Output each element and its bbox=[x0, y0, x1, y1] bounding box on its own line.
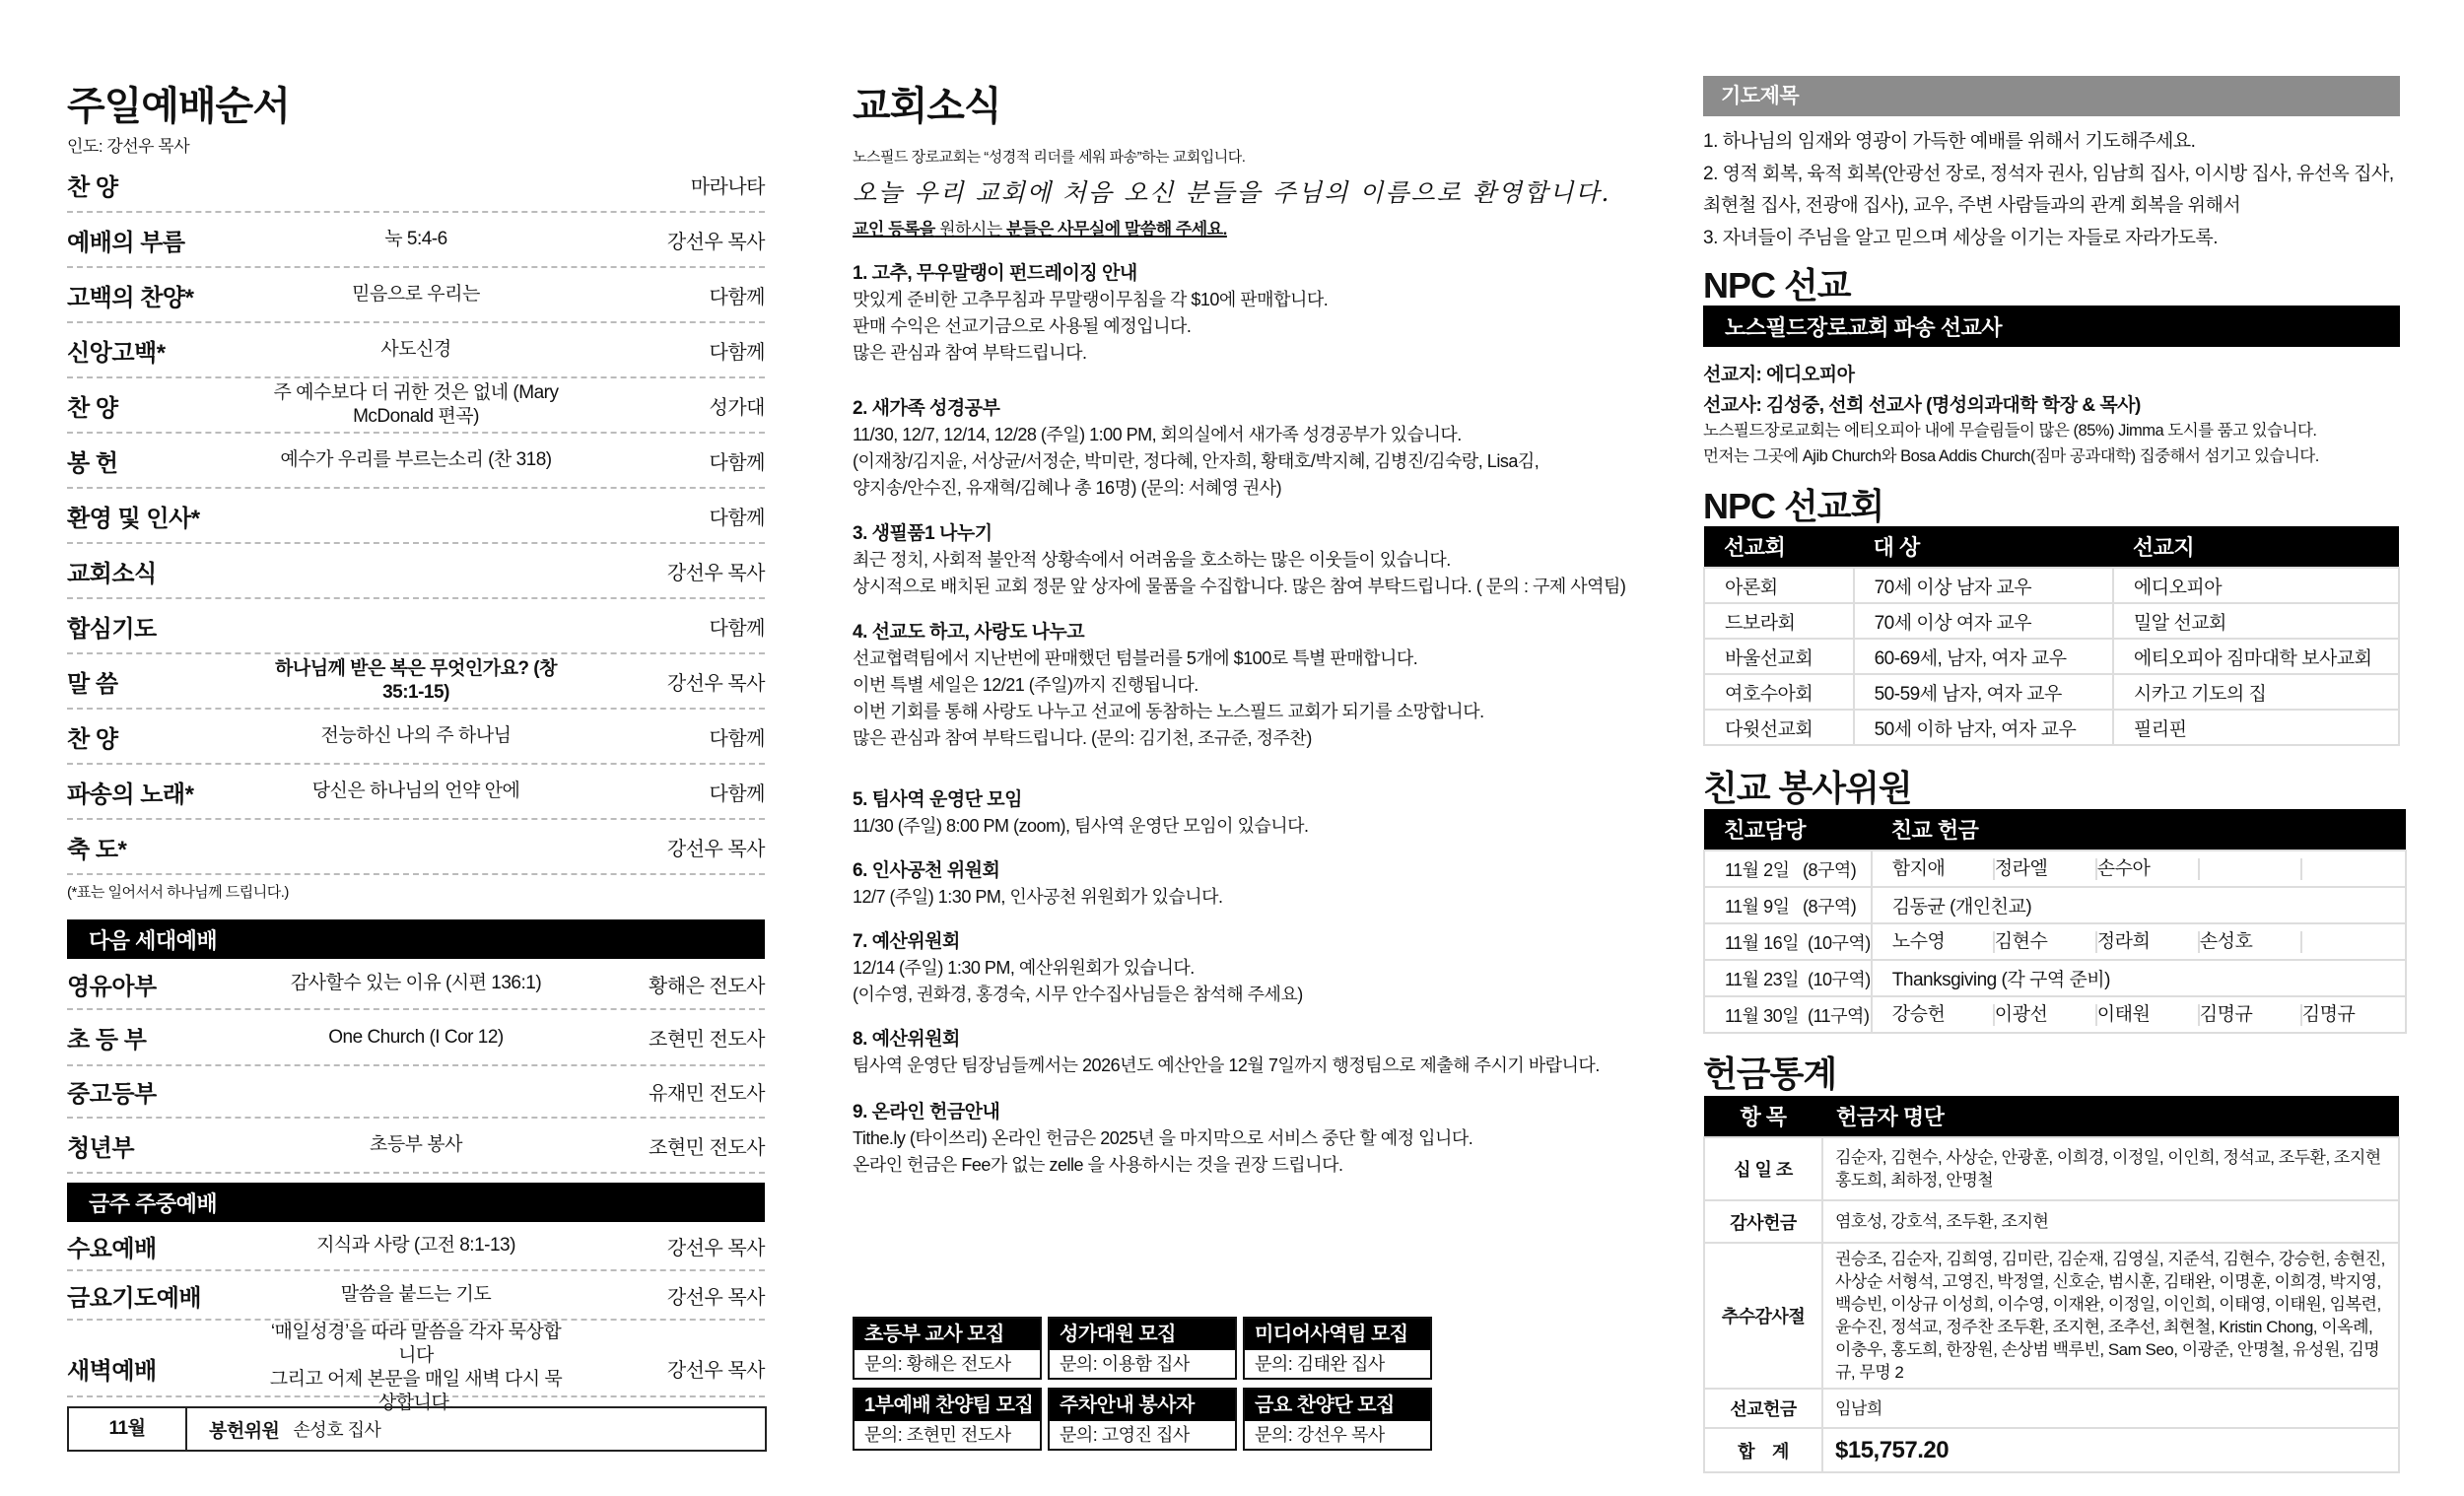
mission-desc-line: 노스필드장로교회는 에티오피아 내에 무슬림들이 많은 (85%) Jimma 도시를 품고 있습니다. bbox=[1703, 422, 2317, 440]
service-label: 금요기도예배 bbox=[67, 1284, 202, 1312]
service-leader: 다함께 bbox=[709, 617, 765, 640]
table-row bbox=[1704, 1137, 2399, 1200]
news-section-line: 선교협력팀에서 지난번에 판매했던 텀블러를 5개에 $100로 특별 판매합니다. bbox=[853, 648, 1418, 668]
mission-title: NPC 선교 bbox=[1703, 265, 1851, 306]
service-row bbox=[67, 489, 765, 544]
table-row bbox=[1704, 674, 2399, 710]
fellowship-date: 11월 2일 (8구역) bbox=[1704, 850, 1872, 887]
news-section-line: 양지송/안수진, 유재혁/김혜나 총 16명) (문의: 서혜영 권사) bbox=[853, 478, 1282, 498]
service-label: 새벽예배 bbox=[67, 1357, 157, 1385]
prayer-item: 2. 영적 회복, 육적 회복(안광선 장로, 정석자 권사, 임남희 집사, 이시방 집사, 유선옥 집사, bbox=[1703, 163, 2394, 184]
news-section bbox=[853, 857, 1636, 911]
register-notice bbox=[853, 215, 1227, 239]
service-label: 합심기도 bbox=[67, 615, 157, 643]
service-content: 초등부 봉사 bbox=[369, 1134, 463, 1155]
fellowship-name: 함지애 bbox=[1892, 858, 1995, 880]
news-section-heading: 4. 선교도 하고, 사랑도 나누고 bbox=[853, 622, 1085, 643]
service-label: 파송의 노래* bbox=[67, 781, 194, 808]
welcome-handwritten: 오늘 우리 교회에 처음 오신 분들을 주님의 이름으로 환영합니다. bbox=[853, 178, 1611, 207]
table-header: 헌금자 명단 bbox=[1822, 1096, 2399, 1137]
standing-note: (*표는 일어서서 하나님께 드립니다.) bbox=[67, 884, 289, 901]
news-section-line: 많은 관심과 참여 부탁드립니다. bbox=[853, 343, 1087, 363]
table-cell: 아론회 bbox=[1704, 568, 1854, 603]
offering-item: 감사헌금 bbox=[1704, 1200, 1822, 1243]
committee-name: 손성호 집사 bbox=[293, 1420, 381, 1440]
missionary: 선교사: 김성중, 선희 선교사 (명성의과대학 학장 & 목사) bbox=[1703, 395, 2141, 416]
news-section bbox=[853, 928, 1636, 1008]
service-leader: 다함께 bbox=[709, 782, 765, 805]
service-label: 신앙고백* bbox=[67, 339, 166, 367]
fellowship-note: Thanksgiving (각 구역 준비) bbox=[1872, 960, 2406, 996]
table-cell: 70세 이상 남자 교우 bbox=[1854, 568, 2113, 603]
service-label: 청년부 bbox=[67, 1134, 135, 1162]
fellowship-names bbox=[1872, 923, 2406, 960]
service-content: 사도신경 bbox=[380, 339, 451, 360]
news-section bbox=[853, 260, 1636, 367]
service-content: 전능하신 나의 주 하나님 bbox=[320, 725, 512, 746]
fellowship-date: 11월 23일 (10구역) bbox=[1704, 960, 1872, 996]
service-label: 찬 양 bbox=[67, 394, 118, 422]
news-section-line: 11/30, 12/7, 12/14, 12/28 (주일) 1:00 PM, 회의실에서 새가족 성경공부가 있습니다. bbox=[853, 425, 1462, 444]
table-cell: 60-69세, 남자, 여자 교우 bbox=[1854, 639, 2113, 674]
prayer-item: 1. 하나님의 임재와 영광이 가득한 예배를 위해서 기도해주세요. bbox=[1703, 131, 2196, 152]
register-bold-1: 교인 등록을 bbox=[853, 220, 935, 238]
news-section bbox=[853, 1099, 1636, 1179]
offering-stats-title: 헌금통계 bbox=[1703, 1054, 1837, 1094]
service-content: 지식과 사랑 (고전 8:1-13) bbox=[316, 1235, 515, 1256]
table-row bbox=[1704, 568, 2399, 603]
service-leader: 조현민 전도사 bbox=[649, 1136, 765, 1159]
prayer-item: 3. 자녀들이 주님을 알고 믿으며 세상을 이기는 자들로 자라가도록. bbox=[1703, 227, 2219, 248]
service-content: ‘매일성경’을 따라 말씀을 각자 묵상합니다 그리고 어제 본문을 매일 새벽 다시 묵상합니다. bbox=[269, 1322, 563, 1413]
service-leader: 강선우 목사 bbox=[666, 231, 765, 253]
fellowship-title: 친교 봉사위원 bbox=[1703, 768, 1912, 808]
fellowship-name: 이태원 bbox=[2097, 1004, 2200, 1026]
service-content: 주 예수보다 더 귀한 것은 없네 (Mary McDonald 편곡) bbox=[273, 382, 559, 427]
fellowship-name: 김현수 bbox=[1995, 931, 2097, 953]
service-row bbox=[67, 1010, 765, 1066]
table-cell: 밀알 선교회 bbox=[2113, 603, 2399, 639]
service-row bbox=[67, 378, 765, 434]
service-leader: 다함께 bbox=[709, 507, 765, 529]
worship-title: 주일예배순서 bbox=[67, 85, 290, 128]
table-cell: 시카고 기도의 집 bbox=[2113, 674, 2399, 710]
service-leader: 유재민 전도사 bbox=[649, 1083, 765, 1105]
table-cell: 다윗선교회 bbox=[1704, 710, 1854, 745]
table-row bbox=[1704, 639, 2399, 674]
table-header-row bbox=[1704, 526, 2399, 568]
service-content: 눅 5:4-6 bbox=[384, 229, 447, 249]
news-section-line: (이재창/김지윤, 서상균/서정순, 박미란, 정다혜, 안자희, 황태호/박지혜, 김병진/김숙랑, Lisa김, bbox=[853, 451, 1540, 471]
news-section-line: (이수영, 권화경, 홍경숙, 시무 안수집사님들은 참석해 주세요) bbox=[853, 985, 1303, 1004]
fellowship-name: 김명규 bbox=[2301, 1003, 2356, 1025]
recruit-contact: 문의: 김태완 집사 bbox=[1255, 1354, 1385, 1374]
recruit-box bbox=[1048, 1317, 1237, 1380]
service-leader: 다함께 bbox=[709, 286, 765, 308]
service-label: 영유아부 bbox=[67, 973, 157, 1000]
recruit-title: 초등부 교사 모집 bbox=[855, 1319, 1040, 1350]
table-header: 항 목 bbox=[1704, 1096, 1822, 1137]
offering-item: 십 일 조 bbox=[1704, 1137, 1822, 1200]
service-row bbox=[67, 268, 765, 323]
recruit-title: 성가대원 모집 bbox=[1050, 1319, 1235, 1350]
mission-groups-table bbox=[1703, 526, 2400, 746]
worship-order-list bbox=[67, 158, 765, 875]
prayer-header: 기도제목 bbox=[1703, 76, 2400, 116]
committee-month: 11월 bbox=[69, 1408, 187, 1450]
news-section bbox=[853, 619, 1636, 752]
recruit-box bbox=[1048, 1388, 1237, 1451]
prayer-list bbox=[1703, 126, 2394, 254]
news-section-line: 상시적으로 배치된 교회 정문 앞 상자에 물품을 수집합니다. 많은 참여 부탁드립니다. ( 문의 : 구제 사역팀) bbox=[853, 577, 1626, 596]
service-leader: 강선우 목사 bbox=[666, 1286, 765, 1309]
table-row bbox=[1704, 1389, 2399, 1428]
table-header-row bbox=[1704, 1096, 2399, 1137]
news-section-line: 최근 정치, 사회적 불안적 상황속에서 어려움을 호소하는 많은 이웃들이 있습니다. bbox=[853, 550, 1451, 570]
committee-label: 봉헌위원 bbox=[209, 1420, 280, 1442]
service-leader: 마라나타 bbox=[690, 175, 765, 198]
service-label: 수요예배 bbox=[67, 1235, 157, 1262]
mission-desc bbox=[1703, 418, 2319, 469]
news-section-heading: 1. 고추, 무우말랭이 펀드레이징 안내 bbox=[853, 263, 1137, 284]
mission-bar: 노스필드장로교회 파송 선교사 bbox=[1703, 306, 2400, 347]
news-intro: 노스필드 장로교회는 “성경적 리더를 세워 파송”하는 교회입니다. bbox=[853, 149, 1246, 166]
fellowship-date: 11월 30일 (11구역) bbox=[1704, 996, 1872, 1033]
name-slots bbox=[1892, 925, 2405, 959]
table-row bbox=[1704, 960, 2406, 996]
recruit-contact: 문의: 이용함 집사 bbox=[1060, 1354, 1190, 1374]
news-section-heading: 7. 예산위원회 bbox=[853, 931, 960, 952]
service-leader: 다함께 bbox=[709, 727, 765, 750]
news-section-heading: 5. 팀사역 운영단 모임 bbox=[853, 789, 1023, 810]
service-leader: 다함께 bbox=[709, 451, 765, 474]
fellowship-name bbox=[2200, 858, 2302, 880]
table-row bbox=[1704, 850, 2406, 887]
service-row bbox=[67, 654, 765, 710]
table-cell: 70세 이상 여자 교우 bbox=[1854, 603, 2113, 639]
service-leader: 강선우 목사 bbox=[666, 672, 765, 695]
news-section-heading: 6. 인사공천 위원회 bbox=[853, 860, 1000, 881]
weekday-list bbox=[67, 1222, 765, 1413]
service-row bbox=[67, 213, 765, 268]
table-cell: 에티오피아 짐마대학 보사교회 bbox=[2113, 639, 2399, 674]
service-label: 예배의 부름 bbox=[67, 229, 185, 256]
service-label: 찬 양 bbox=[67, 725, 118, 753]
service-row bbox=[67, 1119, 765, 1174]
service-label: 고백의 찬양* bbox=[67, 284, 194, 311]
service-row bbox=[67, 959, 765, 1010]
total-row bbox=[1704, 1428, 2399, 1472]
table-header-row bbox=[1704, 809, 2406, 850]
recruit-box bbox=[853, 1388, 1042, 1451]
news-section-heading: 9. 온라인 헌금안내 bbox=[853, 1102, 1000, 1122]
service-row bbox=[67, 1321, 765, 1413]
service-row bbox=[67, 765, 765, 820]
table-cell: 50세 이하 남자, 여자 교우 bbox=[1854, 710, 2113, 745]
service-label: 축 도* bbox=[67, 836, 127, 863]
mission-desc-line: 먼저는 그곳에 Ajib Church와 Bosa Addis Church(짐마 공과대학) 집중해서 섬기고 있습니다. bbox=[1703, 447, 2319, 465]
service-content: 예수가 우리를 부르는소리 (찬 318) bbox=[280, 449, 552, 470]
service-label: 말 씀 bbox=[67, 670, 118, 698]
service-content: One Church (I Cor 12) bbox=[328, 1026, 504, 1048]
news-section bbox=[853, 395, 1636, 502]
service-leader: 다함께 bbox=[709, 341, 765, 364]
offering-names: 김순자, 김현수, 사상순, 안광훈, 이희경, 이정일, 이인희, 정석교, 조두환, 조지현 홍도희, 최하정, 안명철 bbox=[1822, 1137, 2399, 1200]
offering-committee-box bbox=[67, 1406, 767, 1452]
worship-leader: 인도: 강선우 목사 bbox=[67, 137, 190, 156]
service-label: 봉 헌 bbox=[67, 449, 118, 477]
next-gen-header: 다음 세대예배 bbox=[67, 919, 765, 959]
weekday-header: 금주 주중예배 bbox=[67, 1183, 765, 1222]
news-section-line: 12/7 (주일) 1:30 PM, 인사공천 위원회가 있습니다. bbox=[853, 887, 1223, 907]
recruit-box bbox=[1243, 1388, 1432, 1451]
fellowship-table bbox=[1703, 809, 2407, 1034]
table-header: 친교 헌금 bbox=[1872, 809, 2406, 850]
fellowship-name bbox=[2302, 931, 2405, 953]
offering-names: 권승조, 김순자, 김희영, 김미란, 김순재, 김영실, 지준석, 김현수, 강승헌, 송현진, 사상순 서형석, 고영진, 박정열, 신호순, 범시훈, 김태완, 이명훈, 이희경, 박지영, 백승빈, 이상규 이성희, 이수영, 이재완, 이정일, 이인희, 이태영, 이태원, 임복련, 윤수진, 정석교, 정주찬 조두환, 조지현, 조추선, 최현철, Kristin Chong, 이옥례, 이충우, 홍도희, 한장원, 손상범 백루빈, Sam Seo, 이광준, 안명철, 유성원, 김명규, 무명 2 bbox=[1822, 1243, 2399, 1389]
table-header: 대 상 bbox=[1854, 526, 2113, 568]
offering-names: 임남희 bbox=[1822, 1389, 2399, 1428]
fellowship-name bbox=[2302, 858, 2405, 880]
service-row bbox=[67, 434, 765, 489]
recruit-contact: 문의: 고영진 집사 bbox=[1060, 1425, 1190, 1445]
recruit-contact: 문의: 강선우 목사 bbox=[1255, 1425, 1385, 1445]
service-label: 환영 및 인사* bbox=[67, 505, 200, 532]
fellowship-name: 정라엘 bbox=[1995, 858, 2097, 880]
total-label: 합 계 bbox=[1704, 1428, 1822, 1472]
offering-item: 추수감사절 bbox=[1704, 1243, 1822, 1389]
register-bold-2: 분들은 사무실에 말씀해 주세요. bbox=[1005, 220, 1227, 238]
table-header: 친교담당 bbox=[1704, 809, 1872, 850]
service-label: 찬 양 bbox=[67, 173, 118, 201]
table-cell: 필리핀 bbox=[2113, 710, 2399, 745]
table-row bbox=[1704, 710, 2399, 745]
recruit-contact: 문의: 조현민 전도사 bbox=[864, 1425, 1011, 1445]
news-section bbox=[853, 520, 1636, 600]
fellowship-name: 손성호 bbox=[2200, 931, 2302, 953]
service-row bbox=[67, 158, 765, 213]
offering-names: 염호성, 강호석, 조두환, 조지현 bbox=[1822, 1200, 2399, 1243]
service-leader: 강선우 목사 bbox=[666, 562, 765, 584]
service-leader: 강선우 목사 bbox=[666, 1359, 765, 1382]
news-section-line: 12/14 (주일) 1:30 PM, 예산위원회가 있습니다. bbox=[853, 958, 1195, 978]
fellowship-name: 정라희 bbox=[2097, 931, 2200, 953]
table-cell: 바울선교회 bbox=[1704, 639, 1854, 674]
service-content: 당신은 하나님의 언약 안에 bbox=[311, 781, 520, 801]
news-section-heading: 3. 생필품1 나누기 bbox=[853, 523, 992, 544]
service-row bbox=[67, 1271, 765, 1321]
fellowship-date: 11월 16일 (10구역) bbox=[1704, 923, 1872, 960]
service-row bbox=[67, 323, 765, 378]
table-cell: 50-59세 남자, 여자 교우 bbox=[1854, 674, 2113, 710]
service-row bbox=[67, 1066, 765, 1119]
prayer-item: 최현철 집사, 전광애 집사), 교우, 주변 사람들과의 관계 회복을 위해서 bbox=[1703, 195, 2241, 216]
table-row bbox=[1704, 603, 2399, 639]
news-section-heading: 8. 예산위원회 bbox=[853, 1029, 960, 1050]
fellowship-names bbox=[1872, 850, 2406, 887]
fellowship-name: 손수아 bbox=[2097, 858, 2200, 880]
offering-item: 선교헌금 bbox=[1704, 1389, 1822, 1428]
news-section bbox=[853, 786, 1636, 840]
news-section-line: Tithe.ly (타이쓰리) 온라인 헌금은 2025년 을 마지막으로 서비스 중단 할 예정 입니다. bbox=[853, 1128, 1473, 1148]
offering-stats-table bbox=[1703, 1096, 2400, 1473]
service-leader: 성가대 bbox=[709, 396, 765, 419]
news-section-line: 팀사역 운영단 팀장님들께서는 2026년도 예산안을 12월 7일까지 행정팀으로 제출해 주시기 바랍니다. bbox=[853, 1055, 1600, 1075]
table-cell: 드보라회 bbox=[1704, 603, 1854, 639]
service-label: 교회소식 bbox=[67, 560, 157, 587]
recruit-title: 미디어사역팀 모집 bbox=[1245, 1319, 1430, 1350]
table-header: 선교회 bbox=[1704, 526, 1854, 568]
news-section-line: 많은 관심과 참여 부탁드립니다. (문의: 김기천, 조규준, 정주찬) bbox=[853, 728, 1312, 748]
fellowship-name: 이광선 bbox=[1995, 1004, 2097, 1026]
news-section-line: 이번 기회를 통해 사랑도 나누고 선교에 동참하는 노스필드 교회가 되기를 소망합니다. bbox=[853, 702, 1484, 721]
table-row bbox=[1704, 996, 2406, 1033]
service-row bbox=[67, 710, 765, 765]
mission-groups-title: NPC 선교회 bbox=[1703, 486, 1884, 526]
service-content: 믿음으로 우리는 bbox=[352, 284, 480, 305]
mission-field: 선교지: 에디오피아 bbox=[1703, 365, 1855, 385]
recruit-title: 1부예배 찬양팀 모집 bbox=[855, 1390, 1040, 1421]
service-row bbox=[67, 820, 765, 875]
table-cell: 에디오피아 bbox=[2113, 568, 2399, 603]
recruit-title: 주차안내 봉사자 bbox=[1050, 1390, 1235, 1421]
recruit-contact: 문의: 황해은 전도사 bbox=[864, 1354, 1011, 1374]
service-leader: 강선우 목사 bbox=[666, 838, 765, 860]
table-cell: 여호수아회 bbox=[1704, 674, 1854, 710]
total-value: $15,757.20 bbox=[1822, 1428, 2399, 1472]
recruit-box bbox=[1243, 1317, 1432, 1380]
fellowship-date: 11월 9일 (8구역) bbox=[1704, 887, 1872, 923]
news-section-heading: 2. 새가족 성경공부 bbox=[853, 398, 1000, 419]
service-row bbox=[67, 544, 765, 599]
news-section bbox=[853, 1026, 1636, 1079]
service-label: 초 등 부 bbox=[67, 1027, 147, 1054]
service-leader: 황해은 전도사 bbox=[649, 975, 765, 997]
table-row bbox=[1704, 923, 2406, 960]
recruit-box bbox=[853, 1317, 1042, 1380]
news-section-line: 판매 수익은 선교기금으로 사용될 예정입니다. bbox=[853, 316, 1192, 336]
service-label: 중고등부 bbox=[67, 1081, 157, 1108]
service-row bbox=[67, 599, 765, 654]
service-leader: 조현민 전도사 bbox=[649, 1029, 765, 1051]
fellowship-name: 김명규 bbox=[2200, 1004, 2302, 1026]
service-row bbox=[67, 1222, 765, 1271]
news-section-line: 맛있게 준비한 고추무침과 무말랭이무침을 각 $10에 판매합니다. bbox=[853, 290, 1329, 309]
fellowship-name: 강승헌 bbox=[1892, 1004, 1995, 1026]
service-content: 말씀을 붙드는 기도 bbox=[340, 1284, 492, 1305]
name-slots bbox=[1892, 852, 2405, 886]
table-row bbox=[1704, 887, 2406, 923]
register-regular: 원하시는 bbox=[934, 220, 1006, 238]
news-section-line: 온라인 헌금은 Fee가 없는 zelle 을 사용하시는 것을 권장 드립니다. bbox=[853, 1155, 1343, 1175]
table-row bbox=[1704, 1200, 2399, 1243]
fellowship-note: 김동균 (개인친교) bbox=[1872, 887, 2406, 923]
recruit-title: 금요 찬양단 모집 bbox=[1245, 1390, 1430, 1421]
table-header: 선교지 bbox=[2113, 526, 2399, 568]
service-content: 감사할수 있는 이유 (시편 136:1) bbox=[290, 973, 542, 993]
news-title: 교회소식 bbox=[853, 85, 1001, 128]
news-section-line: 11/30 (주일) 8:00 PM (zoom), 팀사역 운영단 모임이 있습니다. bbox=[853, 816, 1309, 836]
fellowship-name: 노수영 bbox=[1892, 931, 1995, 953]
service-leader: 강선우 목사 bbox=[666, 1237, 765, 1259]
fellowship-names bbox=[1872, 996, 2406, 1033]
next-gen-list bbox=[67, 959, 765, 1174]
table-row bbox=[1704, 1243, 2399, 1389]
service-content: 하나님께 받은 복은 무엇인가요? (창 35:1-15) bbox=[274, 658, 557, 703]
name-slots bbox=[1892, 998, 2405, 1032]
news-section-line: 이번 특별 세일은 12/21 (주일)까지 진행됩니다. bbox=[853, 675, 1198, 695]
